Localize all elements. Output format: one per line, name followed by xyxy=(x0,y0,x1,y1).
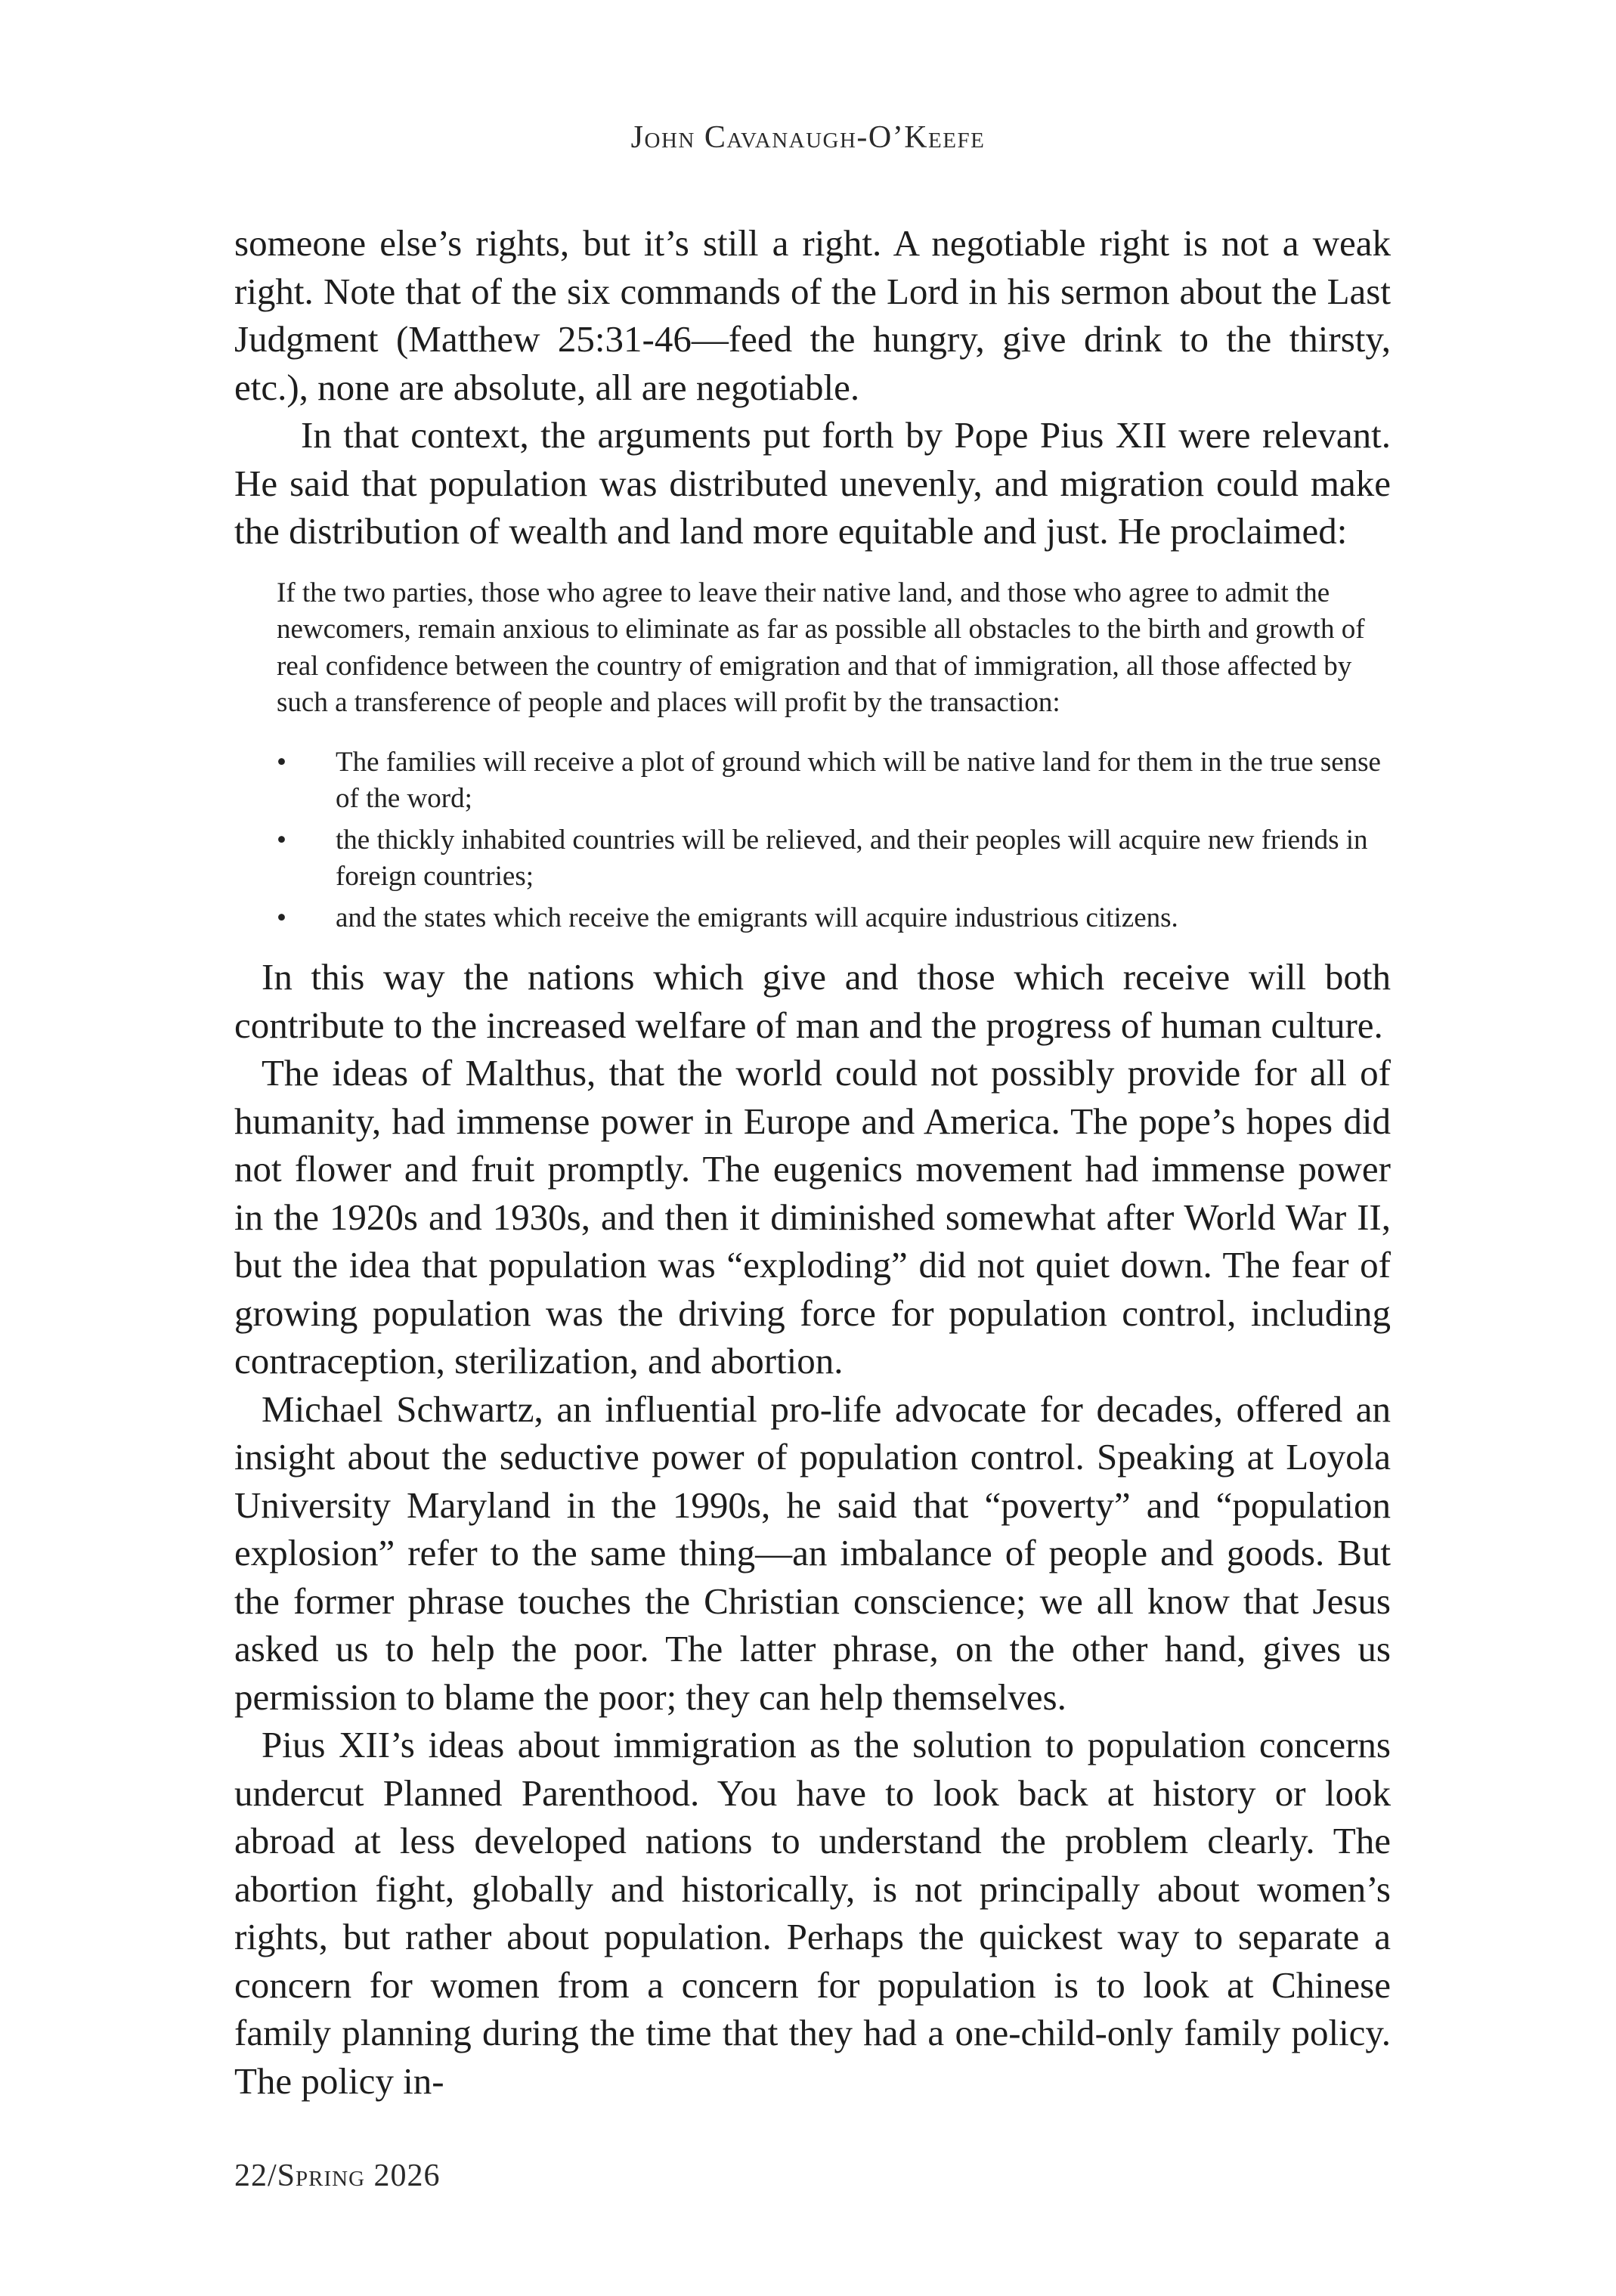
bullet-marker: • xyxy=(277,902,286,933)
running-head: John Cavanaugh-O’Keefe xyxy=(630,120,986,155)
block-quote xyxy=(277,575,1391,937)
page-folio: 22/Spring 2026 xyxy=(234,2158,441,2193)
bullet-text: and the states which receive the emigrants will acquire industrious citizens. xyxy=(336,902,1178,933)
paragraph: In that context, the arguments put forth by Pope Pius XII were relevant. He said that population was distributed unevenly, and migration could make the distribution of wealth and land more equitable and just. He proclaimed: xyxy=(234,414,1391,552)
bullet-item xyxy=(277,822,1391,896)
bullet-list xyxy=(277,744,1391,937)
bullet-text: the thickly inhabited countries will be relieved, and their peoples will acquire new friends in foreign countries; xyxy=(336,824,1368,892)
paragraph: Michael Schwartz, an influential pro-life advocate for decades, offered an insight about the seductive power of population control. Speaking at Loyola University Maryland in the 1990s, he said that “poverty” and “population explosion” refer to the same thing—an imbalance of people and goods. But the former phrase touches the Christian conscience; we all know that Jesus asked us to help the poor. The latter phrase, on the other hand, gives us permission to blame the poor; they can help themselves. xyxy=(234,1388,1391,1718)
paragraph: The ideas of Malthus, that the world could not possibly provide for all of humanity, had immense power in Europe and America. The pope’s hopes did not flower and fruit promptly. The eugenics movement had immense power in the 1920s and 1930s, and then it diminished somewhat after World War II, but the idea that population was “exploding” did not quiet down. The fear of growing population was the driving force for population control, including contraception, sterilization, and abortion. xyxy=(234,1052,1391,1382)
bullet-item xyxy=(277,744,1391,818)
paragraph: In this way the nations which give and those which receive will both contribute to the increased welfare of man and the progress of human culture. xyxy=(234,956,1391,1046)
paragraph-continued: someone else’s rights, but it’s still a right. A negotiable right is not a weak right. Note that of the six commands of the Lord in his sermon about the Last Judgment (Matthew 25:31-46—feed the hungry, give drink to the thirsty, etc.), none are absolute, all are negotiable. xyxy=(234,222,1391,408)
paragraph: Pius XII’s ideas about immigration as the solution to population concerns undercut Planned Parenthood. You have to look back at history or look abroad at less developed nations to understand the problem clearly. The abortion fight, globally and historically, is not principally about women’s rights, but rather about population. Perhaps the quickest way to separate a concern for women from a concern for population is to look at Chinese family planning during the time that they had a one-child-only family policy. The policy in- xyxy=(234,1724,1391,2102)
bullet-item xyxy=(277,900,1391,937)
block-quote-intro: If the two parties, those who agree to leave their native land, and those who agree to admit the newcomers, remain anxious to eliminate as far as possible all obstacles to the birth and growth of real confidence between the country of emigration and that of immigration, all those affected by such a transference of people and places will profit by the transaction: xyxy=(277,577,1365,718)
bullet-marker: • xyxy=(277,824,286,856)
body-text xyxy=(234,219,1391,2105)
bullet-text: The families will receive a plot of ground which will be native land for them in the true sense of the word; xyxy=(336,746,1381,814)
bullet-marker: • xyxy=(277,746,286,778)
